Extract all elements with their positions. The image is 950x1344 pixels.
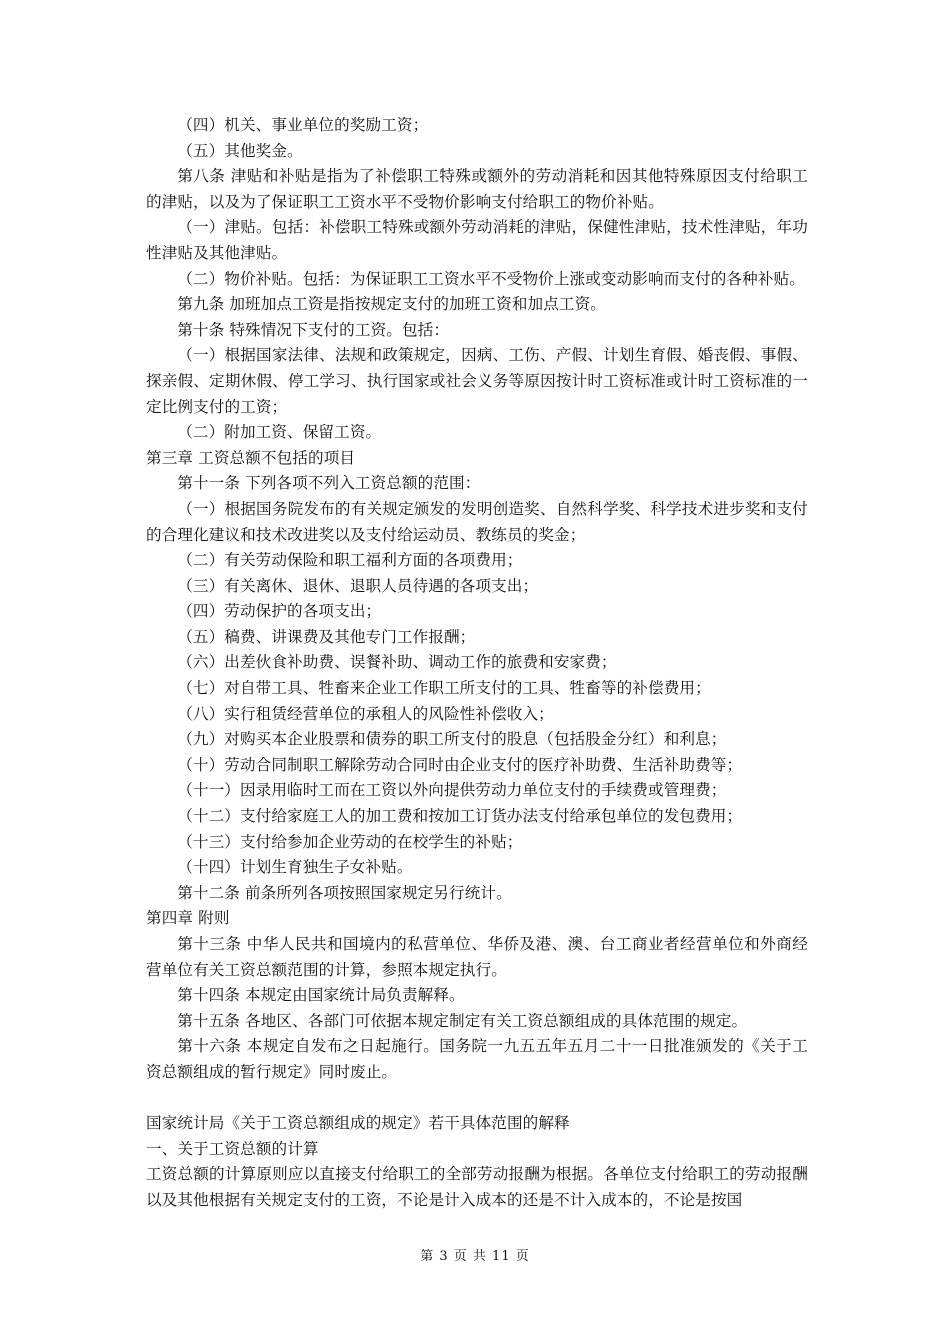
article-12: 第十二条 前条所列各项按照国家规定另行统计。 [177, 883, 512, 902]
article-11-item-3: （三）有关离休、退休、退职人员待遇的各项支出； [177, 576, 539, 595]
article-11-item-4: （四）劳动保护的各项支出； [177, 602, 382, 621]
article-11: 第十一条 下列各项不列入工资总额的范围： [177, 474, 481, 493]
article-11-item-13: （十三）支付给参加企业劳动的在校学生的补贴； [177, 832, 523, 851]
article-10: 第十条 特殊情况下支付的工资。包括： [177, 320, 450, 339]
paragraph-item-5: （五）其他奖金。 [177, 141, 303, 160]
page-number-footer: 第 3 页 共 11 页 [420, 1249, 530, 1264]
article-11-item-1: （一）根据国务院发布的有关规定颁发的发明创造奖、自然科学奖、科学技术进步奖和支付的合理化建议和技术改进奖以及支付给运动员、教练员的奖金； [146, 499, 808, 544]
article-11-item-14: （十四）计划生育独生子女补贴。 [177, 858, 413, 877]
article-15: 第十五条 各地区、各部门可依据本规定制定有关工资总额组成的具体范围的规定。 [177, 1011, 748, 1030]
blank-line [146, 1086, 808, 1112]
article-16: 第十六条 本规定自发布之日起施行。国务院一九五五年五月二十一日批准颁发的《关于工资总额组成的暂行规定》同时废止。 [146, 1037, 808, 1081]
article-9: 第九条 加班加点工资是指按规定支付的加班工资和加点工资。 [177, 295, 606, 314]
paragraph-item-4: （四）机关、事业单位的奖励工资； [177, 116, 429, 134]
article-14: 第十四条 本规定由国家统计局负责解释。 [177, 986, 465, 1005]
article-11-item-8: （八）实行租赁经营单位的承租人的风险性补偿收入； [177, 704, 554, 723]
article-8: 第八条 津贴和补贴是指为了补偿职工特殊或额外的劳动消耗和因其他特殊原因支付给职工的津贴，以及为了保证职工工资水平不受物价影响支付给职工的物价补贴。 [146, 167, 808, 211]
chapter-3-heading: 第三章 工资总额不包括的项目 [146, 448, 356, 467]
article-8-item-1: （一）津贴。包括：补偿职工特殊或额外劳动消耗的津贴，保健性津贴，技术性津贴，年功性津贴及其他津贴。 [146, 218, 808, 262]
article-13: 第十三条 中华人民共和国境内的私营单位、华侨及港、澳、台工商业者经营单位和外商经营单位有关工资总额范围的计算，参照本规定执行。 [146, 935, 808, 979]
article-11-item-11: （十一）因录用临时工而在工资以外向提供劳动力单位支付的手续费或管理费； [177, 781, 727, 800]
interpretation-title: 国家统计局《关于工资总额组成的规定》若干具体范围的解释 [146, 1114, 570, 1133]
section-1-text: 工资总额的计算原则应以直接支付给职工的全部劳动报酬为根据。各单位支付给职工的劳动报酬以及其他根据有关规定支付的工资，不论是计入成本的还是不计入成本的，不论是按国 [146, 1165, 808, 1209]
article-11-item-5: （五）稿费、讲课费及其他专门工作报酬； [177, 627, 476, 646]
article-11-item-12: （十二）支付给家庭工人的加工费和按加工订货办法支付给承包单位的发包费用； [177, 807, 743, 826]
article-10-item-1: （一）根据国家法律、法规和政策规定，因病、工伤、产假、计划生育假、婚丧假、事假、探亲假、定期休假、停工学习、执行国家或社会义务等原因按计时工资标准或计时工资标准的一定比例支付的工资； [146, 346, 808, 416]
article-11-item-2: （二）有关劳动保险和职工福利方面的各项费用； [177, 551, 523, 570]
chapter-4-heading: 第四章 附则 [146, 909, 230, 928]
article-10-item-2: （二）附加工资、保留工资。 [177, 423, 382, 442]
article-11-item-7: （七）对自带工具、牲畜来企业工作职工所支付的工具、牲畜等的补偿费用； [177, 679, 711, 698]
section-1-heading: 一、关于工资总额的计算 [146, 1139, 319, 1158]
article-11-item-9: （九）对购买本企业股票和债券的职工所支付的股息（包括股金分红）和利息； [177, 730, 727, 749]
article-11-item-10: （十）劳动合同制职工解除劳动合同时由企业支付的医疗补助费、生活补助费等； [177, 755, 743, 774]
article-8-item-2: （二）物价补贴。包括：为保证职工工资水平不受物价上涨或变动影响而支付的各种补贴。 [177, 269, 805, 288]
document-body [146, 113, 808, 1214]
article-11-item-6: （六）出差伙食补助费、误餐补助、调动工作的旅费和安家费； [177, 653, 617, 672]
